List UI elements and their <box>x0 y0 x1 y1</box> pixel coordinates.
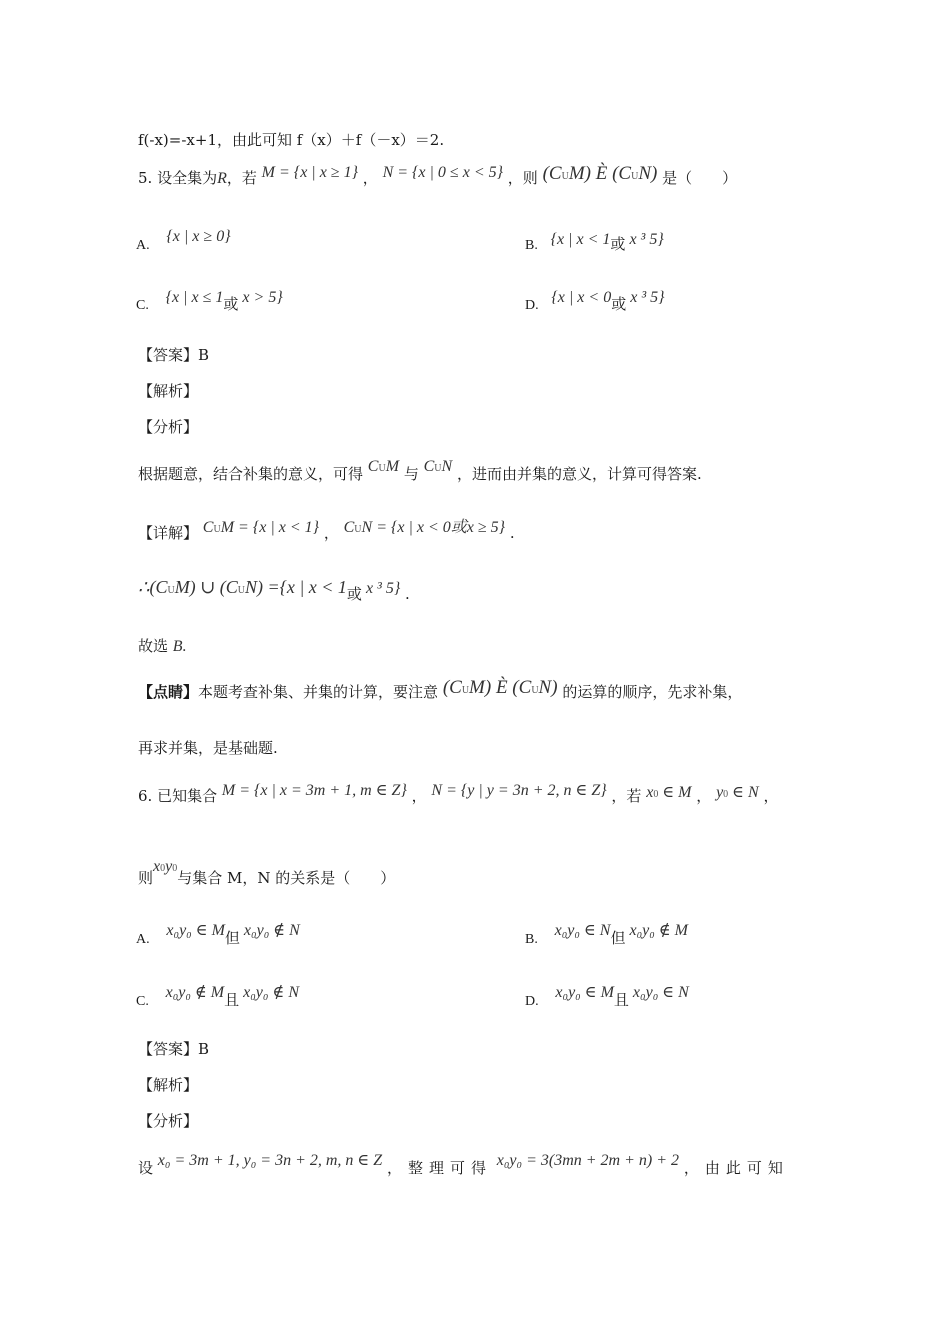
option-connector: 且 <box>613 991 629 1009</box>
q5-question-tail: 是（ ） <box>662 169 738 187</box>
text: 与 <box>403 465 419 483</box>
question-6-stem <box>138 782 779 809</box>
analysis-heading-5: 【解析】 <box>138 382 199 400</box>
option-connector: 且 <box>224 991 240 1009</box>
q5-set-M: M = {x | x ≥ 1} <box>261 164 358 181</box>
text: 则 <box>138 869 154 887</box>
q6-option-a[interactable] <box>136 922 300 950</box>
reasoning-heading-5: 【分析】 <box>138 418 199 436</box>
option-expression: x₀y₀ ∉ N <box>243 984 299 1001</box>
text: ，若 <box>611 787 642 805</box>
option-expression: {x | x < 0 <box>551 289 612 306</box>
option-label: A. <box>136 238 150 253</box>
text: ， <box>696 787 712 805</box>
option-label: C. <box>136 994 149 1009</box>
q5-lead: 5. 设全集为 <box>138 169 218 187</box>
math: x₀ = 3m + 1, y₀ = 3n + 2, m, n ∈ Z <box>157 1152 383 1169</box>
option-connector: 或 <box>611 295 627 313</box>
answer-6: 【答案】B <box>138 1040 210 1058</box>
reasoning-5-text <box>138 458 702 487</box>
answer-5: 【答案】B <box>138 346 210 364</box>
option-expression: x₀y₀ ∉ N <box>243 922 300 939</box>
math: x ³ 5} <box>365 580 401 597</box>
option-label: A. <box>136 932 150 947</box>
reasoning-6-text <box>138 1152 789 1179</box>
q5-option-d[interactable] <box>525 289 665 316</box>
math-cun: CUN <box>423 458 453 475</box>
q6-option-b[interactable] <box>525 922 688 950</box>
math: (CUM) È (CUN) <box>442 677 558 698</box>
option-connector: 或 <box>610 235 626 253</box>
text: ，进而由并集的意义，计算可得答案. <box>456 465 702 483</box>
text: ， <box>763 787 779 805</box>
text: ，整理可得 <box>386 1159 492 1177</box>
option-label: D. <box>525 994 539 1009</box>
text: 故选 <box>138 637 169 655</box>
option-expression: x₀y₀ ∉ M <box>165 984 225 1001</box>
q5-expression: (CUM) È (CUN) <box>542 163 658 184</box>
section-label: 【点睛】 <box>138 683 199 701</box>
q5-option-a[interactable] <box>136 228 231 256</box>
question-5-stem <box>138 163 738 191</box>
option-expression: x₀y₀ ∉ M <box>629 922 688 939</box>
option-expression: x₀y₀ ∈ N <box>632 984 689 1001</box>
q5-option-c[interactable] <box>136 289 283 316</box>
option-label: B. <box>525 932 538 947</box>
math: CUN = {x | x < 0或x ≥ 5} <box>343 519 506 536</box>
analysis-heading-6: 【解析】 <box>138 1076 199 1094</box>
text: 本题考查补集、并集的计算，要注意 <box>198 683 439 701</box>
text: 6. 已知集合 <box>138 787 218 805</box>
text: . <box>405 585 410 603</box>
q5-text: ，若 <box>226 169 257 187</box>
q6-set-N: N = {y | y = 3n + 2, n ∈ Z} <box>431 782 607 799</box>
text: ， <box>323 524 339 542</box>
text: . <box>509 524 515 542</box>
q5-option-b[interactable] <box>525 231 664 256</box>
math-cum: CUM <box>367 458 400 475</box>
choose-line-5 <box>138 636 187 657</box>
option-expression: {x | x ≥ 0} <box>166 228 231 245</box>
q6-option-d[interactable] <box>525 984 689 1012</box>
text: 或 <box>346 585 362 603</box>
text: 与集合 M，N 的关系是（ ） <box>177 869 396 887</box>
text: ，由此可知 <box>683 1159 789 1177</box>
math: y0 ∈ N <box>716 784 759 801</box>
q5-set-N: N = {x | 0 ≤ x < 5} <box>382 164 504 181</box>
math: x₀y₀ = 3(3mn + 2m + n) + 2 <box>496 1152 680 1169</box>
q6-option-c[interactable] <box>136 984 299 1012</box>
math: CUM = {x | x < 1} <box>202 519 320 536</box>
option-connector: 或 <box>223 295 239 313</box>
option-label: C. <box>136 298 149 313</box>
math: x0y0 <box>153 858 178 875</box>
option-label: D. <box>525 298 539 313</box>
q5-universal-set: R <box>217 170 227 187</box>
option-expression: x₀y₀ ∈ N <box>554 922 611 939</box>
option-expression: {x | x ≤ 1 <box>165 289 224 306</box>
option-label: B. <box>525 238 538 253</box>
q5-text-ze: ，则 <box>507 169 538 187</box>
option-expression: x₀y₀ ∈ M <box>166 922 225 939</box>
detailed-solution-5 <box>138 519 515 546</box>
option-expression: {x | x < 1 <box>550 231 611 248</box>
prev-solution-tail: f(-x)=-x+1，由此可知 f（x）＋f（－x）＝2. <box>138 131 445 149</box>
option-expression: x ³ 5} <box>629 231 664 248</box>
section-label: 【详解】 <box>138 524 199 542</box>
text: ， <box>411 787 427 805</box>
text: 根据题意，结合补集的意义，可得 <box>138 465 364 483</box>
q5-comma: ， <box>362 169 378 187</box>
therefore-line-5 <box>138 577 410 607</box>
remark-5 <box>138 677 743 705</box>
option-connector: 但 <box>610 929 626 947</box>
option-expression: x₀y₀ ∈ M <box>555 984 614 1001</box>
option-expression: x ³ 5} <box>630 289 665 306</box>
math: ∴(CUM) ∪ (CUN) ={x | x < 1 <box>138 577 347 597</box>
q6-set-M: M = {x | x = 3m + 1, m ∈ Z} <box>221 782 407 799</box>
math: B. <box>172 638 187 655</box>
text: 的运算的顺序，先求补集， <box>562 683 743 701</box>
math: x0 ∈ M <box>646 784 692 801</box>
reasoning-heading-6: 【分析】 <box>138 1112 199 1130</box>
question-6-stem-cont <box>138 858 396 891</box>
remark-5-cont: 再求并集，是基础题. <box>138 739 278 757</box>
option-expression: x > 5} <box>242 289 283 306</box>
option-connector: 但 <box>224 929 240 947</box>
text: 设 <box>138 1159 154 1177</box>
